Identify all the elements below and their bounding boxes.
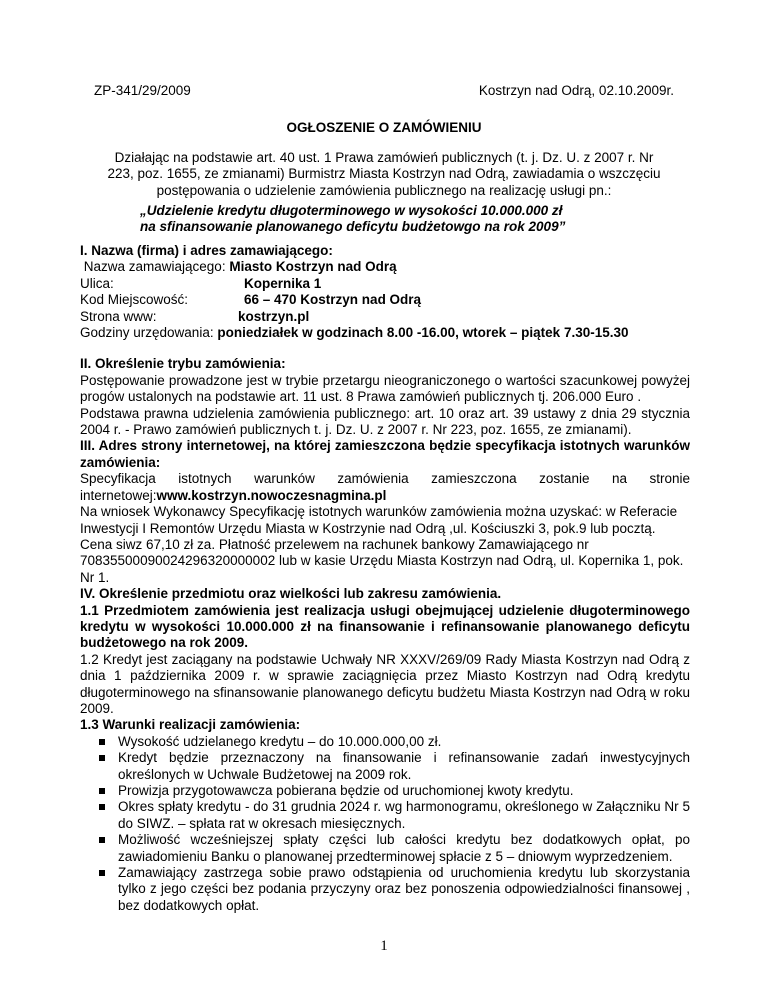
postal-code-value: 66 – 470 Kostrzyn nad Odrą — [244, 292, 422, 308]
street-label: Ulica: — [80, 275, 114, 291]
section-4-point-1-2: 1.2 Kredyt jest zaciągany na podstawie Uchwały NR XXXV/269/09 Rady Miasta Kostrzyn nad Odrą z dnia 1 października 2009 r. w sprawie zaciągnięcia przez Miasto Kostrzyn nad Odrą kredytu długoterminowego na sfinansowanie planowanego deficytu budżetu Miasta Kostrzyn nad Odrą w roku 2009. — [80, 651, 690, 716]
section-3-paragraph-2: Na wniosek Wykonawcy Specyfikację istotnych warunków zamówienia można uzyskać: w Referacie Inwestycji I Remontów Urzędu Miasta w Kostrzynie nad Odrą ,ul. Kościuszki 3, pok.9 lub pocztą. Cena siwz 67,10 zł za. Płatność przelewem na rachunek bankowy Zamawiającego nr 70835500090024296320000002 lub w kasie Urzędu Miasta Kostrzyn nad Odrą, ul. Kopernika 1, pok. Nr 1. — [80, 504, 684, 585]
subject-line-2: na sfinansowanie planowanego deficytu budżetowgo na rok 2009” — [140, 219, 566, 235]
office-hours-row — [80, 325, 690, 341]
street-row — [80, 276, 690, 292]
document-title: OGŁOSZENIE O ZAMÓWIENIU — [286, 120, 482, 135]
place-date: Kostrzyn nad Odrą, 02.10.2009r. — [478, 83, 674, 98]
section-2-paragraph-2: Podstawa prawna udzielenia zamówienia publicznego: art. 10 oraz art. 39 ustawy z dnia 29 stycznia 2004 r. - Prawo zamówień publicznych t. j. Dz. U. z 2007 r. Nr 223, poz. 1655, ze zmianami). — [80, 405, 690, 438]
orderer-name-row — [80, 259, 690, 275]
section-3-heading: III. Adres strony internetowej, na której zamieszczona będzie specyfikacja istotnych warunków zamówienia: — [80, 438, 690, 470]
intro-paragraph: Działając na podstawie art. 40 ust. 1 Prawa zamówień publicznych (t. j. Dz. U. z 2007 r. Nr 223, poz. 1655, ze zmianami) Burmistrz Miasta Kostrzyn nad Odrą, zawiadamia o wszczęciu postępowania o udzielenie zamówienia publicznego na realizację usługi pn.: — [107, 150, 661, 198]
office-hours-value: poniedziałek w godzinach 8.00 -16.00, wtorek – piątek 7.30-15.30 — [217, 325, 629, 341]
website-row — [80, 309, 690, 325]
street-value: Kopernika 1 — [244, 275, 322, 291]
orderer-name-value: Miasto Kostrzyn nad Odrą — [229, 259, 397, 275]
list-item: Wysokość udzielanego kredytu – do 10.000.000,00 zł. — [118, 734, 690, 750]
list-item: Możliwość wcześniejszej spłaty części lub całości kredytu bez dodatkowych opłat, po zawiadomieniu Banku o planowanej przedterminowej spłacie z 5 – dniowym wyprzedzeniem. — [118, 832, 690, 864]
page-number: 1 — [380, 938, 388, 954]
siwz-website-link[interactable]: www.kostrzyn.nowoczesnagmina.pl — [156, 487, 387, 503]
website-label: Strona www: — [80, 308, 157, 324]
conditions-list — [80, 734, 690, 914]
section-4-heading: IV. Określenie przedmiotu oraz wielkości lub zakresu zamówienia. — [80, 586, 502, 602]
website-value: kostrzyn.pl — [238, 308, 310, 324]
list-item: Zamawiający zastrzega sobie prawo odstąpienia od uruchomienia kredytu lub skorzystania tylko z jego części bez podania przyczyny oraz bez ponoszenia odpowiedzialności finansowej , bez dodatkowych opłat. — [118, 865, 690, 913]
section-2-heading: II. Określenie trybu zamówienia: — [80, 356, 286, 372]
subject-line-1: „Udzielenie kredytu długoterminowego w wysokości 10.000.000 zł — [140, 203, 563, 218]
list-item: Okres spłaty kredytu - do 31 grudnia 2024 r. wg harmonogramu, określonego w Załączniku Nr 5 do SIWZ. – spłata rat w okresach miesięcznych. — [118, 799, 690, 831]
section-3-paragraph-1 — [80, 471, 690, 504]
postal-code-row — [80, 292, 690, 308]
document-body — [80, 243, 690, 914]
postal-code-label: Kod Miejscowość: — [80, 292, 189, 308]
section-2-paragraph-1: Postępowanie prowadzone jest w trybie przetargu nieograniczonego o wartości szacunkowej powyżej progów ustalonych na podstawie art. 11 ust. 8 Prawa zamówień publicznych tj. 206.000 Euro . — [80, 372, 690, 405]
section-1-heading: I. Nazwa (firma) i adres zamawiającego: — [80, 243, 333, 258]
reference-number: ZP-341/29/2009 — [94, 83, 191, 98]
siwz-text: Specyfikacja istotnych warunków zamówienia zamieszczona zostanie na stronie internetowej: — [80, 471, 690, 503]
list-item: Prowizja przygotowawcza pobierana będzie od uruchomionej kwoty kredytu. — [118, 783, 690, 799]
office-hours-label: Godziny urzędowania: — [80, 325, 218, 341]
section-4-point-1-3-heading: 1.3 Warunki realizacji zamówienia: — [80, 717, 301, 733]
section-4-point-1-1: 1.1 Przedmiotem zamówienia jest realizacja usługi obejmującej udzielenie długoterminowego kredytu w wysokości 10.000.000 zł na finansowanie i refinansowanie planowanego deficytu budżetowego na rok 2009. — [80, 602, 690, 651]
subject-title — [140, 203, 660, 236]
orderer-name-label: Nazwa zamawiającego: — [80, 259, 230, 275]
list-item: Kredyt będzie przeznaczony na finansowanie i refinansowanie zadań inwestycyjnych określonych w Uchwale Budżetowej na 2009 rok. — [118, 750, 690, 782]
